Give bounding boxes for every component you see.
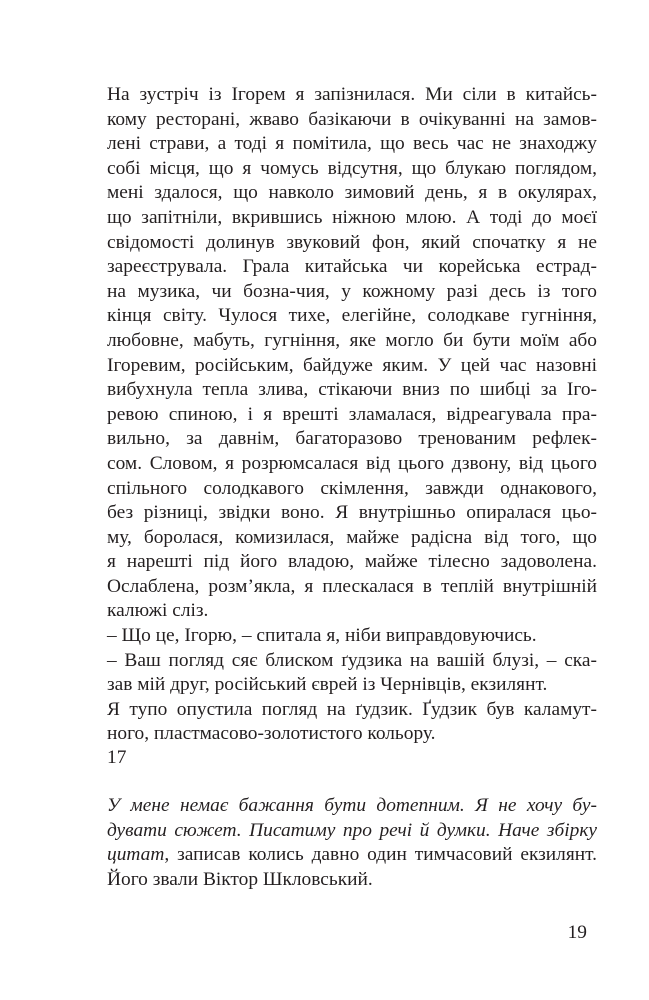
text-line: сом. Словом, я розрюмсалася від цього дзвону, від цього (107, 452, 597, 474)
text-line: – Що це, Ігорю, – спитала я, ніби виправдовуючись. (107, 625, 537, 647)
text-line: без різниці, звідки воно. Я внутрішньо опиралася цьо- (107, 502, 597, 524)
quote-line: дувати сюжет. Писатиму про речі й думки. Наче збірку (107, 819, 597, 841)
text-line: Ослаблена, розм’якла, я плескалася в теплій внутрішній (107, 575, 597, 597)
page-number: 19 (567, 922, 587, 943)
quote-line: Його звали Віктор Шкловський. (107, 868, 373, 890)
text-line: Ігоревим, російським, байдуже яким. У цей час назовні (107, 354, 597, 376)
text-line: що запітніли, вкрившись ніжною млою. А тоді до моєї (107, 206, 597, 228)
text-line: вильно, за давнім, багаторазово тренованим рефлек- (107, 428, 597, 450)
quote-block (107, 794, 597, 892)
quote-italic-fragment: цитат (107, 844, 165, 866)
text-line: ревою спиною, і я врешті зламалася, відреагувала пра- (107, 403, 597, 425)
text-line: кому ресторані, жваво базікаючи в очікуванні на замов- (107, 108, 597, 130)
text-line: спільного солодкавого скімлення, завжди однакового, (107, 477, 597, 499)
quote-line (107, 843, 597, 868)
text-line: любовне, мабуть, гугніння, яке могло би бути моїм або (107, 329, 597, 351)
text-line: Я тупо опустила погляд на ґудзик. Ґудзик був каламут- (107, 698, 597, 720)
main-text-block (107, 83, 597, 747)
text-line: кінця світу. Чулося тихе, елегійне, солодкаве гугніння, (107, 305, 597, 327)
text-line: – Ваш погляд сяє блиском ґудзика на вашій блузі, – ска- (107, 649, 597, 671)
text-line: вибухнула тепла злива, стікаючи вниз по шибці за Іго- (107, 379, 597, 401)
text-line: на музика, чи бозна-чия, у кожному разі десь із того (107, 280, 597, 302)
text-line: лені страви, а тоді я помітила, що весь час не знаходжу (107, 133, 597, 155)
text-line: ного, пластмасово-золотистого кольору. (107, 723, 436, 745)
text-line: На зустріч із Ігорем я запізнилася. Ми сіли в китайсь- (107, 84, 597, 105)
text-line: собі місця, що я чомусь відсутня, що блукаю поглядом, (107, 157, 597, 179)
text-line: зав мій друг, російський єврей із Чернівців, екзилянт. (107, 674, 548, 696)
text-line: калюжі сліз. (107, 600, 209, 622)
text-line: мені здалося, що навколо зимовий день, я в окулярах, (107, 182, 597, 204)
quote-line: У мене немає бажання бути дотепним. Я не хочу бу- (107, 795, 597, 816)
text-line: зареєструвала. Грала китайська чи корейська естрад- (107, 256, 597, 278)
text-line: я нарешті під його владою, майже тілесно задоволена. (107, 551, 597, 573)
section-number: 17 (107, 747, 127, 768)
text-line: свідомості долинув звуковий фон, який спочатку я не (107, 231, 597, 253)
text-line: му, боролася, комизилася, майже радісна від того, що (107, 526, 597, 548)
quote-attribution-fragment: , записав колись давно один тимчасовий екзилянт. (164, 844, 597, 866)
